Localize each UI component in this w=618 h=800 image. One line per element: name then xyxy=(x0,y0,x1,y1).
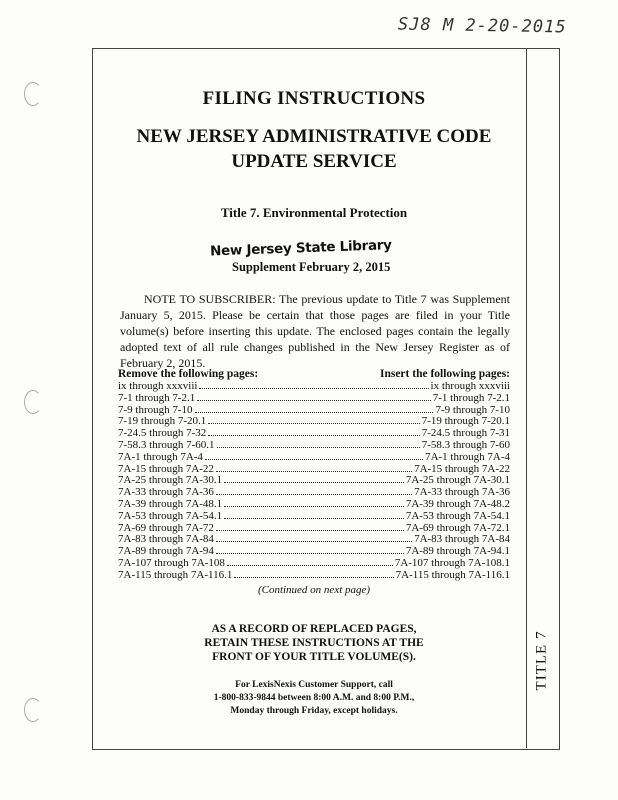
punch-hole-mark xyxy=(24,698,42,722)
leader-dots xyxy=(224,506,404,507)
record-line-3: FRONT OF YOUR TITLE VOLUME(S). xyxy=(212,651,416,663)
table-row xyxy=(118,499,510,511)
table-row xyxy=(118,570,510,582)
leader-dots xyxy=(216,471,412,472)
insert-range: 7A-115 through 7A-116.1 xyxy=(395,568,510,581)
remove-header: Remove the following pages: xyxy=(118,368,259,380)
leader-dots xyxy=(216,494,412,495)
leader-dots xyxy=(208,435,419,436)
record-line-1: AS A RECORD OF REPLACED PAGES, xyxy=(211,623,417,635)
insert-range: 7A-89 through 7A-94.1 xyxy=(405,545,510,558)
record-instructions xyxy=(118,622,510,664)
table-row xyxy=(118,558,510,570)
table-row xyxy=(118,393,510,405)
leader-dots xyxy=(216,541,412,542)
leader-dots xyxy=(197,400,430,401)
subtitle-line-2: UPDATE SERVICE xyxy=(231,151,397,172)
remove-range: ix through xxxviii xyxy=(118,380,198,392)
side-tab-label: TITLE 7 xyxy=(533,630,550,690)
support-line-3: Monday through Friday, except holidays. xyxy=(230,706,398,716)
support-line-2: 1-800-833-9844 between 8:00 A.M. and 8:00 P.M., xyxy=(213,693,415,703)
leader-dots xyxy=(208,423,419,424)
insert-range: 7A-25 through 7A-30.1 xyxy=(405,474,510,487)
insert-header: Insert the following pages: xyxy=(379,368,510,380)
document-subtitle xyxy=(118,124,510,174)
title-number: Title 7. Environmental Protection xyxy=(220,205,408,220)
leader-dots xyxy=(224,482,404,483)
support-line-1: For LexisNexis Customer Support, call xyxy=(235,680,393,690)
remove-range: 7-19 through 7-20.1 xyxy=(118,415,207,428)
remove-range: 7A-33 through 7A-36 xyxy=(118,486,214,499)
remove-range: 7A-83 through 7A-84 xyxy=(118,533,214,546)
leader-dots xyxy=(216,553,404,554)
insert-range: 7-24.5 through 7-31 xyxy=(421,427,510,440)
insert-range: 7A-83 through 7A-84 xyxy=(414,533,510,546)
insert-range: 7-9 through 7-10 xyxy=(435,403,510,416)
side-tab-divider xyxy=(526,48,527,748)
customer-support xyxy=(118,679,510,718)
handwritten-annotation: SJ8 M 2-20-2015 xyxy=(397,14,567,38)
insert-range: 7A-15 through 7A-22 xyxy=(414,462,510,475)
remove-range: 7A-115 through 7A-116.1 xyxy=(118,568,233,581)
insert-range: 7A-107 through 7A-108.1 xyxy=(394,556,510,569)
remove-range: 7A-53 through 7A-54.1 xyxy=(118,509,223,522)
insert-range: 7A-69 through 7A-72.1 xyxy=(405,521,510,534)
remove-range: 7A-107 through 7A-108 xyxy=(118,556,225,569)
remove-range: 7A-1 through 7A-4 xyxy=(118,450,203,463)
remove-range: 7A-69 through 7A-72 xyxy=(118,521,214,534)
page-replacement-table xyxy=(118,368,510,582)
leader-dots xyxy=(195,412,434,413)
continued-note: (Continued on next page) xyxy=(257,584,371,596)
remove-range: 7A-25 through 7A-30.1 xyxy=(118,474,223,487)
leader-dots xyxy=(205,459,423,460)
table-row xyxy=(118,452,510,464)
remove-range: 7-58.3 through 7-60.1 xyxy=(118,438,215,451)
insert-range: 7A-33 through 7A-36 xyxy=(414,486,510,499)
insert-range: 7A-1 through 7A-4 xyxy=(425,450,510,463)
insert-range: 7-1 through 7-2.1 xyxy=(432,391,510,404)
insert-range: ix through xxxviii xyxy=(430,380,510,392)
leader-dots xyxy=(234,577,393,578)
remove-range: 7A-39 through 7A-48.1 xyxy=(118,497,223,510)
leader-dots xyxy=(217,447,420,448)
remove-range: 7-1 through 7-2.1 xyxy=(118,391,196,404)
record-line-2: RETAIN THESE INSTRUCTIONS AT THE xyxy=(204,637,424,649)
insert-range: 7-58.3 through 7-60 xyxy=(421,438,510,451)
table-row xyxy=(118,440,510,452)
document-title: FILING INSTRUCTIONS xyxy=(202,88,426,109)
remove-range: 7A-89 through 7A-94 xyxy=(118,545,214,558)
punch-hole-mark xyxy=(24,390,42,414)
punch-hole-mark xyxy=(24,82,42,106)
subtitle-line-1: NEW JERSEY ADMINISTRATIVE CODE xyxy=(136,126,492,147)
insert-range: 7A-53 through 7A-54.1 xyxy=(405,509,510,522)
subscriber-note: NOTE TO SUBSCRIBER: The previous update to Title 7 was Supplement January 5, 2015. Please be certain that those pages are filed in your Title volume(s) before inserting this update. The enclosed pages contain the legally adopted text of all rule changes published in the New Jersey Register as of February 2, 2015. xyxy=(120,292,510,370)
table-rows xyxy=(118,381,510,582)
table-row xyxy=(118,511,510,523)
leader-dots xyxy=(199,388,428,389)
insert-range: 7-19 through 7-20.1 xyxy=(421,415,510,428)
leader-dots xyxy=(227,565,393,566)
library-stamp: New Jersey State Library xyxy=(209,237,392,260)
leader-dots xyxy=(224,518,404,519)
leader-dots xyxy=(216,530,404,531)
remove-range: 7A-15 through 7A-22 xyxy=(118,462,214,475)
remove-range: 7-24.5 through 7-32 xyxy=(118,427,207,440)
insert-range: 7A-39 through 7A-48.2 xyxy=(405,497,510,510)
supplement-date: Supplement February 2, 2015 xyxy=(232,260,391,274)
side-tab xyxy=(528,620,556,700)
remove-range: 7-9 through 7-10 xyxy=(118,403,193,416)
